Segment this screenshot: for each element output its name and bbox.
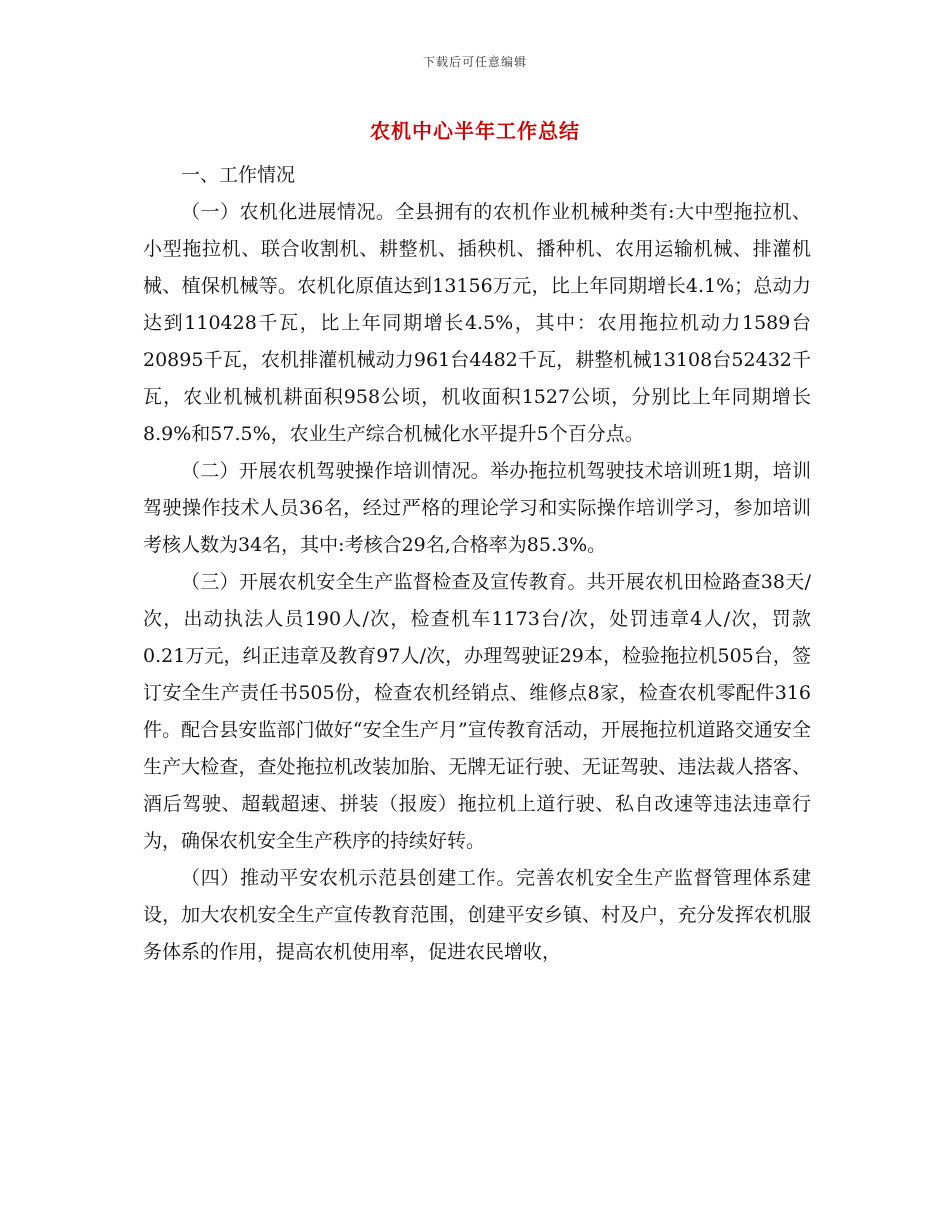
document-title: 农机中心半年工作总结 — [370, 119, 580, 143]
paragraph-1: （一）农机化进展情况。全县拥有的农机作业机械种类有:大中型拖拉机、小型拖拉机、联合收割机、耕整机、插秧机、播种机、农用运输机械、排灌机械、植保机械等。农机化原值达到13156万元，比上年同期增长4.1%；总动力达到110428千瓦，比上年同期增长4.5%，其中：农用拖拉机动力1589台20895千瓦，农机排灌机械动力961台4482千瓦，耕整机械13108台52432千瓦，农业机械机耕面积958公顷，机收面积1527公顷，分别比上年同期增长8.9%和57.5%，农业生产综合机械化水平提升5个百分点。 — [143, 201, 811, 445]
paragraph-4: （四）推动平安农机示范县创建工作。完善农机安全生产监督管理体系建设，加大农机安全生产宣传教育范围，创建平安乡镇、村及户，充分发挥农机服务体系的作用，提高农机使用率，促进农民增收， — [143, 867, 811, 963]
paragraph-3: （三）开展农机安全生产监督检查及宣传教育。共开展农机田检路查38天/次，出动执法人员190人/次，检查机车1173台/次，处罚违章4人/次，罚款0.21万元，纠正违章及教育97人/次，办理驾驶证29本，检验拖拉机505台，签订安全生产责任书505份，检查农机经销点、维修点8家，检查农机零配件316件。配合县安监部门做好“安全生产月”宣传教育活动，开展拖拉机道路交通安全生产大检查，查处拖拉机改装加胎、无牌无证行驶、无证驾驶、违法裁人搭客、酒后驾驶、超载超速、拼装（报废）拖拉机上道行驶、私自改速等违法违章行为，确保农机安全生产秩序的持续好转。 — [143, 571, 811, 852]
paragraph-2: （二）开展农机驾驶操作培训情况。举办拖拉机驾驶技术培训班1期，培训驾驶操作技术人员36名，经过严格的理论学习和实际操作培训学习，参加培训考核人数为34名，其中:考核合29名,合格率为85.3%。 — [143, 460, 811, 556]
document-body — [143, 157, 811, 971]
section-heading: 一、工作情况 — [181, 164, 296, 186]
header-note: 下载后可任意编辑 — [422, 55, 527, 69]
